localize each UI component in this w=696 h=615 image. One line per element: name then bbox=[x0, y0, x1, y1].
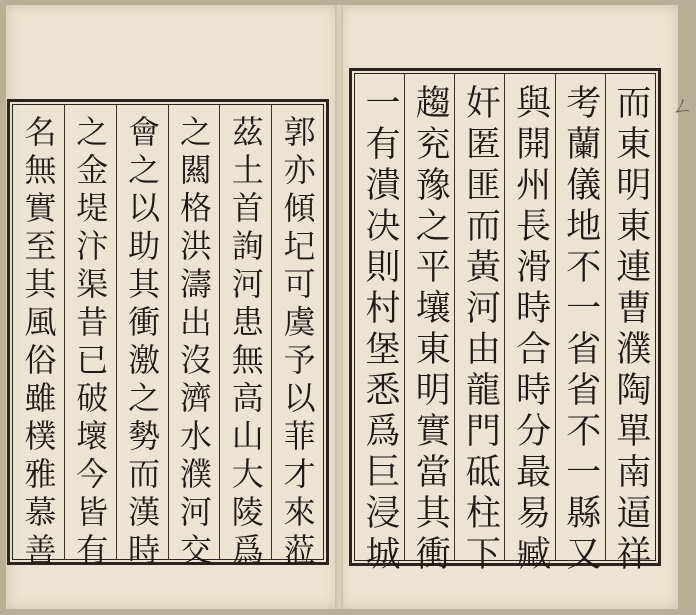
right-text-frame bbox=[349, 68, 661, 576]
text-column: 奸匿匪而黃河由龍門砥柱下 bbox=[454, 74, 504, 560]
text-column: 一有潰决則村堡悉爲巨浸城 bbox=[360, 84, 401, 576]
text-column: 郭亦傾圮可虞予以菲才來蒞 bbox=[271, 105, 323, 559]
text-column: 之金堤汴渠昔已破壞今皆有 bbox=[64, 105, 116, 559]
text-column: 名無實至其風俗雖樸雅慕善 bbox=[19, 115, 58, 571]
text-column: 趨兖豫之平壤東明實當其衝 bbox=[404, 74, 454, 560]
book-gutter bbox=[335, 5, 343, 609]
text-column: 與開州長滑時合時分最易臧 bbox=[504, 74, 554, 560]
text-column: 茲土首詢河患無高山大陵爲 bbox=[219, 105, 271, 559]
text-column: 考蘭儀地不一省省不一縣又 bbox=[555, 74, 605, 560]
page-edge-mark: ㄥ bbox=[668, 94, 693, 116]
text-column: 會之以助其衝激之勢而漢時 bbox=[116, 105, 168, 559]
left-text-frame bbox=[7, 99, 329, 571]
text-column: 而東明東連曹濮陶單南逼祥 bbox=[605, 74, 655, 560]
text-column: 之闗格洪濤出沒濟水濮河交 bbox=[168, 105, 220, 559]
